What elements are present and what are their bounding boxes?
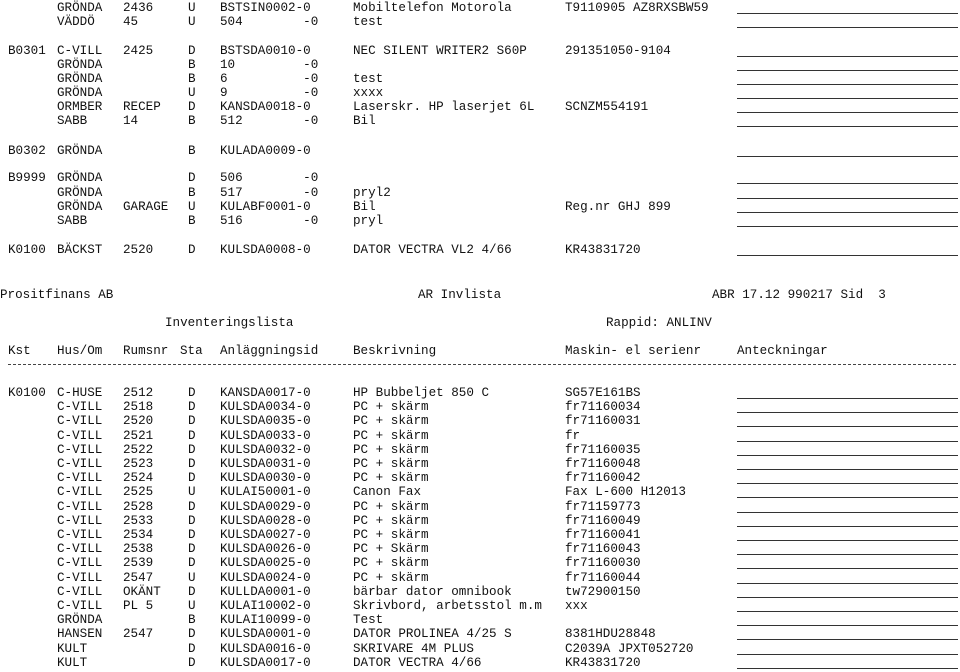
cell-rum: 2522 (123, 442, 154, 457)
cell-hus: C-VILL (57, 570, 103, 585)
notes-field-line (737, 56, 958, 57)
page-info: ABR 17.12 990217 Sid 3 (712, 288, 886, 302)
notes-field-line (737, 156, 958, 157)
cell-sta: D (188, 414, 196, 429)
cell-rum: 2436 (123, 1, 154, 15)
notes-field-line (737, 597, 958, 598)
cell-besk: PC + skärm (353, 513, 429, 528)
cell-hus: GRÖNDA (57, 186, 103, 200)
cell-rum: PL 5 (123, 599, 154, 613)
table-row (0, 144, 960, 158)
cell-ser: C2039A JPXT052720 (565, 641, 694, 656)
cell-besk: pryl2 (353, 186, 391, 200)
notes-field-line (737, 654, 958, 655)
cell-hus: C-HUSE (57, 386, 103, 400)
cell-hus: C-VILL (57, 485, 103, 500)
notes-field-line (737, 183, 958, 184)
cell-hus: HANSEN (57, 627, 103, 642)
notes-field-line (737, 198, 958, 199)
cell-rum: 2547 (123, 570, 154, 585)
cell-sta: D (188, 513, 196, 528)
cell-rum: GARAGE (123, 200, 169, 214)
table-row (0, 200, 960, 214)
notes-field-line (737, 398, 958, 399)
cell-besk: Canon Fax (353, 485, 422, 500)
cell-sta: D (188, 655, 196, 670)
cell-anl: KULSDA0008-0 (220, 243, 311, 257)
cell-ser: Fax L-600 H12013 (565, 485, 686, 500)
table-row (0, 642, 960, 656)
cell-ser: fr71160030 (565, 556, 641, 571)
cell-anl: KULSDA0001-0 (220, 627, 311, 642)
cell-besk: PC + skärm (353, 442, 429, 457)
table-row (0, 414, 960, 428)
cell-hus: GRÖNDA (57, 144, 103, 158)
cell-sta: B (188, 613, 196, 628)
cell-anl: 512 -0 (220, 114, 319, 128)
cell-hus: C-VILL (57, 442, 103, 457)
col-rumsnr: Rumsnr (123, 344, 169, 358)
cell-hus: GRÖNDA (57, 86, 103, 100)
cell-ser: 8381HDU28848 (565, 627, 656, 642)
table-row (0, 171, 960, 185)
notes-field-line (737, 526, 958, 527)
cell-sta: D (188, 627, 196, 642)
cell-rum: 2534 (123, 528, 154, 542)
cell-sta: B (188, 186, 196, 200)
cell-anl: BSTSDA0010-0 (220, 44, 311, 58)
cell-hus: C-VILL (57, 44, 103, 58)
cell-ser: Reg.nr GHJ 899 (565, 200, 671, 214)
table-row (0, 243, 960, 257)
table-row (0, 485, 960, 499)
cell-hus: ORMBER (57, 100, 103, 114)
company-name: Prositfinans AB (0, 288, 114, 302)
notes-field-line (737, 98, 958, 99)
cell-besk: test (353, 72, 384, 86)
notes-field-line (737, 112, 958, 113)
table-row (0, 429, 960, 443)
table-row (0, 400, 960, 414)
notes-field-line (737, 226, 958, 227)
cell-sta: U (188, 200, 196, 214)
report-subheader-line (0, 316, 960, 330)
cell-hus: C-VILL (57, 599, 103, 613)
cell-anl: KULAI10002-0 (220, 599, 311, 613)
cell-ser: KR43831720 (565, 655, 641, 670)
cell-rum: 2525 (123, 485, 154, 500)
cell-besk: Laserskr. HP laserjet 6L (353, 100, 535, 114)
cell-besk: PC + skärm (353, 400, 429, 415)
cell-rum: 2533 (123, 513, 154, 528)
cell-besk: PC + skärm (353, 528, 429, 542)
cell-sta: D (188, 528, 196, 542)
cell-sta: D (188, 100, 196, 114)
table-row (0, 386, 960, 400)
cell-kst: K0100 (8, 386, 46, 400)
cell-rum: 2518 (123, 400, 154, 415)
cell-besk: Bil (353, 200, 376, 214)
cell-sta: U (188, 570, 196, 585)
table-row (0, 443, 960, 457)
cell-rum: 2520 (123, 414, 154, 429)
table-row (0, 1, 960, 15)
cell-hus: GRÖNDA (57, 1, 103, 15)
cell-sta: B (188, 114, 196, 128)
cell-rum: 2512 (123, 386, 154, 400)
cell-hus: KULT (57, 655, 88, 670)
table-row (0, 542, 960, 556)
cell-rum: 2539 (123, 556, 154, 571)
cell-rum: 2520 (123, 243, 154, 257)
cell-hus: C-VILL (57, 584, 103, 599)
cell-hus: GRÖNDA (57, 200, 103, 214)
cell-ser: fr (565, 428, 581, 443)
cell-anl: KULSDA0028-0 (220, 513, 311, 528)
cell-anl: KULSDA0031-0 (220, 457, 311, 471)
notes-field-line (737, 568, 958, 569)
table-row (0, 72, 960, 86)
cell-rum: 2524 (123, 471, 154, 486)
notes-field-line (737, 583, 958, 584)
cell-besk: bärbar dator omnibook (353, 584, 512, 599)
notes-field-line (737, 412, 958, 413)
cell-anl: 9 -0 (220, 86, 319, 100)
cell-anl: 504 -0 (220, 15, 319, 29)
table-row (0, 627, 960, 641)
cell-anl: KULADA0009-0 (220, 144, 311, 158)
header-separator (0, 358, 960, 372)
notes-field-line (737, 426, 958, 427)
notes-field-line (737, 441, 958, 442)
notes-field-line (737, 455, 958, 456)
cell-rum: 45 (123, 15, 139, 29)
cell-anl: KULSDA0025-0 (220, 556, 311, 571)
cell-anl: KULSDA0017-0 (220, 655, 311, 670)
cell-besk: SKRIVARE 4M PLUS (353, 641, 474, 656)
cell-rum: 2425 (123, 44, 154, 58)
cell-besk: xxxx (353, 86, 384, 100)
cell-sta: B (188, 58, 196, 72)
cell-anl: 10 -0 (220, 58, 319, 72)
cell-sta: U (188, 1, 196, 15)
table-row (0, 100, 960, 114)
cell-hus: GRÖNDA (57, 58, 103, 72)
cell-anl: KULAI10099-0 (220, 613, 311, 628)
table-row (0, 44, 960, 58)
cell-ser: fr71160044 (565, 570, 641, 585)
cell-hus: C-VILL (57, 414, 103, 429)
cell-ser: fr71160048 (565, 457, 641, 471)
cell-sta: B (188, 144, 196, 158)
table-row (0, 599, 960, 613)
cell-anl: BSTSIN0002-0 (220, 1, 311, 15)
cell-besk: Test (353, 613, 384, 628)
notes-field-line (737, 625, 958, 626)
notes-field-line (737, 668, 958, 669)
cell-sta: U (188, 86, 196, 100)
cell-hus: SABB (57, 214, 88, 228)
notes-field-line (737, 255, 958, 256)
col-anlaggningsid: Anläggningsid (220, 344, 319, 358)
notes-field-line (737, 212, 958, 213)
cell-anl: KULABF0001-0 (220, 200, 311, 214)
cell-ser: tw72900150 (565, 584, 641, 599)
cell-rum: OKÄNT (123, 584, 161, 599)
cell-anl: 516 -0 (220, 214, 319, 228)
report-header-line (0, 288, 960, 302)
cell-anl: KANSDA0018-0 (220, 100, 311, 114)
col-kst: Kst (8, 344, 31, 358)
cell-besk: NEC SILENT WRITER2 S60P (353, 44, 527, 58)
table-row (0, 585, 960, 599)
cell-sta: D (188, 243, 196, 257)
cell-anl: KULSDA0026-0 (220, 542, 311, 557)
cell-ser: fr71160035 (565, 442, 641, 457)
table-row (0, 214, 960, 228)
cell-besk: PC + Skärm (353, 542, 429, 557)
cell-sta: D (188, 44, 196, 58)
cell-rum: RECEP (123, 100, 161, 114)
cell-rum: 2521 (123, 428, 154, 443)
rappid-label: Rappid: ANLINV (606, 316, 712, 330)
report-name: AR Invlista (418, 288, 502, 302)
notes-field-line (737, 554, 958, 555)
cell-sta: D (188, 584, 196, 599)
table-row (0, 186, 960, 200)
cell-anl: KULSDA0029-0 (220, 499, 311, 514)
cell-sta: D (188, 471, 196, 486)
table-row (0, 114, 960, 128)
cell-kst: B0302 (8, 144, 46, 158)
cell-sta: U (188, 599, 196, 613)
cell-hus: C-VILL (57, 542, 103, 557)
dashed-divider (8, 364, 956, 365)
cell-sta: D (188, 428, 196, 443)
cell-anl: 6 -0 (220, 72, 319, 86)
cell-hus: GRÖNDA (57, 613, 103, 628)
cell-sta: D (188, 556, 196, 571)
cell-kst: K0100 (8, 243, 46, 257)
cell-anl: KULSDA0024-0 (220, 570, 311, 585)
column-header-row (0, 344, 960, 358)
cell-hus: VÄDDÖ (57, 15, 95, 29)
cell-ser: fr71160042 (565, 471, 641, 486)
cell-hus: C-VILL (57, 428, 103, 443)
cell-ser: fr71160034 (565, 400, 641, 415)
cell-hus: SABB (57, 114, 88, 128)
cell-ser: fr71160043 (565, 542, 641, 557)
cell-ser: SCNZM554191 (565, 100, 649, 114)
cell-anl: KULSDA0035-0 (220, 414, 311, 429)
cell-besk: PC + skärm (353, 414, 429, 429)
table-row (0, 457, 960, 471)
notes-field-line (737, 512, 958, 513)
cell-kst: B0301 (8, 44, 46, 58)
cell-ser: xxx (565, 599, 588, 613)
cell-rum: 2528 (123, 499, 154, 514)
notes-field-line (737, 639, 958, 640)
cell-besk: DATOR VECTRA 4/66 (353, 655, 482, 670)
cell-anl: 517 -0 (220, 186, 319, 200)
cell-hus: C-VILL (57, 499, 103, 514)
cell-sta: B (188, 72, 196, 86)
cell-besk: PC + skärm (353, 471, 429, 486)
notes-field-line (737, 497, 958, 498)
table-row (0, 613, 960, 627)
cell-besk: PC + skärm (353, 428, 429, 443)
cell-rum: 2523 (123, 457, 154, 471)
cell-hus: C-VILL (57, 556, 103, 571)
cell-besk: PC + skärm (353, 457, 429, 471)
cell-kst: B9999 (8, 171, 46, 185)
notes-field-line (737, 126, 958, 127)
cell-anl: KULSDA0034-0 (220, 400, 311, 415)
table-row (0, 528, 960, 542)
cell-ser: fr71160049 (565, 513, 641, 528)
notes-field-line (737, 483, 958, 484)
cell-hus: GRÖNDA (57, 72, 103, 86)
table-row (0, 571, 960, 585)
cell-hus: C-VILL (57, 457, 103, 471)
table-row (0, 86, 960, 100)
cell-anl: KULAI50001-0 (220, 485, 311, 500)
cell-rum: 2547 (123, 627, 154, 642)
table-row (0, 500, 960, 514)
cell-besk: PC + skärm (353, 570, 429, 585)
cell-rum: 14 (123, 114, 139, 128)
cell-hus: BÄCKST (57, 243, 103, 257)
cell-sta: U (188, 485, 196, 500)
cell-sta: B (188, 214, 196, 228)
cell-sta: D (188, 457, 196, 471)
cell-anl: KANSDA0017-0 (220, 386, 311, 400)
table-row (0, 58, 960, 72)
notes-field-line (737, 84, 958, 85)
cell-anl: KULSDA0032-0 (220, 442, 311, 457)
cell-besk: PC + skärm (353, 499, 429, 514)
cell-rum: 2538 (123, 542, 154, 557)
cell-hus: GRÖNDA (57, 171, 103, 185)
table-row (0, 656, 960, 670)
list-title: Inventeringslista (165, 316, 294, 330)
col-beskrivning: Beskrivning (353, 344, 437, 358)
cell-hus: C-VILL (57, 513, 103, 528)
notes-field-line (737, 469, 958, 470)
cell-sta: D (188, 499, 196, 514)
cell-hus: C-VILL (57, 400, 103, 415)
cell-anl: KULSDA0033-0 (220, 428, 311, 443)
cell-besk: pryl (353, 214, 384, 228)
notes-field-line (737, 70, 958, 71)
notes-field-line (737, 540, 958, 541)
table-row (0, 15, 960, 29)
cell-ser: 291351050-9104 (565, 44, 671, 58)
notes-field-line (737, 611, 958, 612)
cell-besk: HP Bubbeljet 850 C (353, 386, 490, 400)
cell-ser: fr71160031 (565, 414, 641, 429)
cell-sta: D (188, 171, 196, 185)
cell-sta: U (188, 15, 196, 29)
cell-besk: DATOR PROLINEA 4/25 S (353, 627, 512, 642)
cell-anl: KULSDA0016-0 (220, 641, 311, 656)
table-row (0, 471, 960, 485)
cell-sta: D (188, 542, 196, 557)
cell-ser: SG57E161BS (565, 386, 641, 400)
cell-hus: C-VILL (57, 471, 103, 486)
cell-besk: PC + skärm (353, 556, 429, 571)
notes-field-line (737, 27, 958, 28)
cell-sta: D (188, 386, 196, 400)
cell-besk: Bil (353, 114, 376, 128)
cell-hus: C-VILL (57, 528, 103, 542)
cell-sta: D (188, 400, 196, 415)
cell-ser: T9110905 AZ8RXSBW59 (565, 1, 709, 15)
cell-besk: Skrivbord, arbetsstol m.m (353, 599, 542, 613)
cell-ser: KR43831720 (565, 243, 641, 257)
cell-besk: test (353, 15, 384, 29)
col-anteckningar: Anteckningar (737, 344, 828, 358)
cell-ser: fr71160041 (565, 528, 641, 542)
table-row (0, 556, 960, 570)
cell-sta: D (188, 641, 196, 656)
cell-hus: KULT (57, 641, 88, 656)
cell-anl: 506 -0 (220, 171, 319, 185)
col-serienr: Maskin- el serienr (565, 344, 702, 358)
col-sta: Sta (180, 344, 203, 358)
cell-besk: Mobiltelefon Motorola (353, 1, 512, 15)
cell-anl: KULLDA0001-0 (220, 584, 311, 599)
col-hus: Hus/Om (57, 344, 103, 358)
cell-sta: D (188, 442, 196, 457)
cell-besk: DATOR VECTRA VL2 4/66 (353, 243, 512, 257)
table-row (0, 514, 960, 528)
cell-ser: fr71159773 (565, 499, 641, 514)
notes-field-line (737, 13, 958, 14)
cell-anl: KULSDA0027-0 (220, 528, 311, 542)
cell-anl: KULSDA0030-0 (220, 471, 311, 486)
